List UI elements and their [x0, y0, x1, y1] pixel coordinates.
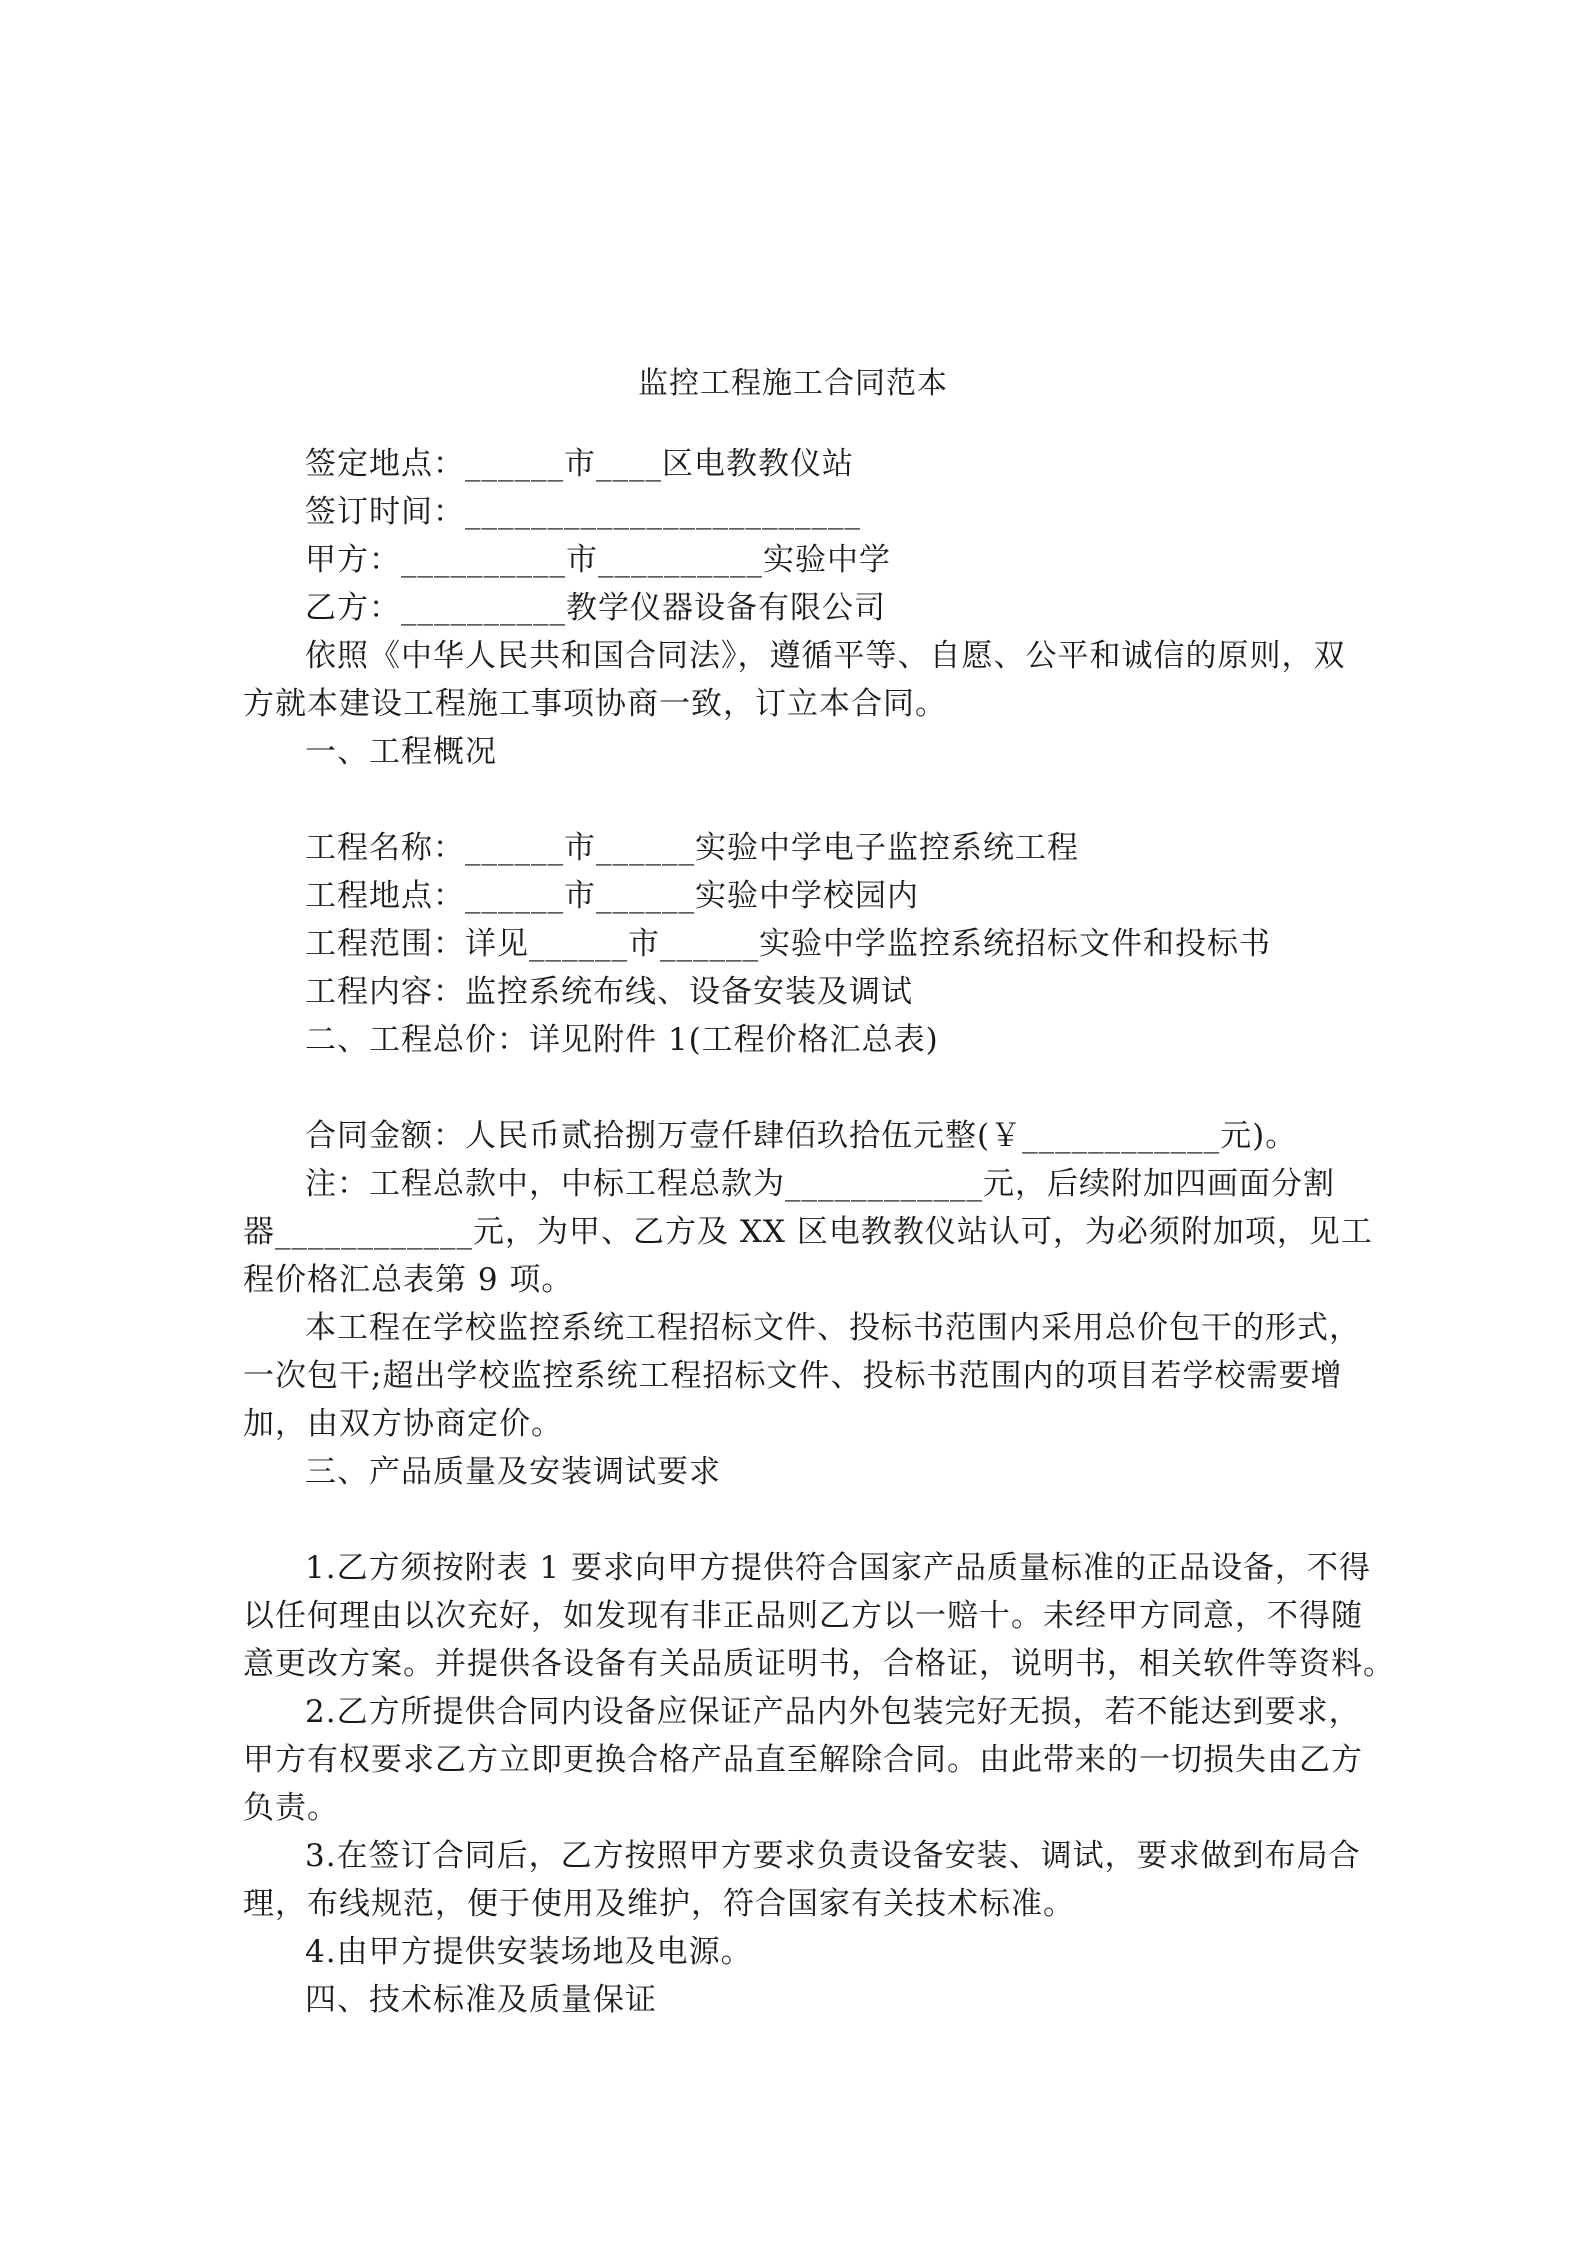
lump-sum-line-2: 一次包干;超出学校监控系统工程招标文件、投标书范围内的项目若学校需要增	[243, 1358, 1343, 1394]
project-content-line: 工程内容：监控系统布线、设备安装及调试	[305, 974, 913, 1010]
clause-2-line-3: 负责。	[243, 1790, 339, 1826]
clause-2-line-2: 甲方有权要求乙方立即更换合格产品直至解除合同。由此带来的一切损失由乙方	[243, 1742, 1363, 1778]
party-b-line: 乙方：__________教学仪器设备有限公司	[305, 590, 886, 626]
note-line-1: 注：工程总款中，中标工程总款为____________元，后续附加四画面分割	[305, 1166, 1335, 1202]
clause-3-line-2: 理，布线规范，便于使用及维护，符合国家有关技术标准。	[243, 1886, 1075, 1922]
project-scope-line: 工程范围：详见______市______实验中学监控系统招标文件和投标书	[305, 926, 1271, 962]
clause-1-line-1: 1.乙方须按附表 1 要求向甲方提供符合国家产品质量标准的正品设备，不得	[305, 1550, 1372, 1586]
clause-2-line-1: 2.乙方所提供合同内设备应保证产品内外包装完好无损，若不能达到要求，	[305, 1694, 1361, 1730]
section-heading-1: 一、工程概况	[305, 734, 497, 770]
section-heading-2: 二、工程总价：详见附件 1(工程价格汇总表)	[305, 1022, 939, 1058]
signing-place-line: 签定地点：______市____区电教教仪站	[305, 446, 854, 482]
note-line-3: 程价格汇总表第 9 项。	[243, 1262, 574, 1298]
section-heading-4: 四、技术标准及质量保证	[305, 1982, 657, 2018]
section-heading-3: 三、产品质量及安装调试要求	[305, 1454, 721, 1490]
contract-amount-line: 合同金额：人民币贰拾捌万壹仟肆佰玖拾伍元整(￥____________元)。	[305, 1118, 1298, 1154]
party-a-line: 甲方：__________市__________实验中学	[305, 542, 891, 578]
clause-1-line-2: 以任何理由以次充好，如发现有非正品则乙方以一赔十。未经甲方同意，不得随	[243, 1598, 1363, 1634]
clause-3-line-1: 3.在签订合同后，乙方按照甲方要求负责设备安装、调试，要求做到布局合	[305, 1838, 1361, 1874]
lump-sum-line-3: 加，由双方协商定价。	[243, 1406, 563, 1442]
note-line-2: 器____________元，为甲、乙方及 XX 区电教教仪站认可，为必须附加项，见工	[243, 1214, 1373, 1250]
preamble-line-1: 依照《中华人民共和国合同法》，遵循平等、自愿、公平和诚信的原则，双	[305, 638, 1346, 674]
clause-1-line-3: 意更改方案。并提供各设备有关品质证明书，合格证，说明书，相关软件等资料。	[243, 1646, 1395, 1682]
lump-sum-line-1: 本工程在学校监控系统工程招标文件、投标书范围内采用总价包干的形式，	[305, 1310, 1361, 1346]
signing-time-line: 签订时间：________________________	[305, 494, 861, 530]
document-title: 监控工程施工合同范本	[638, 366, 948, 401]
clause-4-line: 4.由甲方提供安装场地及电源。	[305, 1934, 753, 1970]
preamble-line-2: 方就本建设工程施工事项协商一致，订立本合同。	[243, 686, 947, 722]
project-name-line: 工程名称：______市______实验中学电子监控系统工程	[305, 830, 1079, 866]
project-location-line: 工程地点：______市______实验中学校园内	[305, 878, 919, 914]
